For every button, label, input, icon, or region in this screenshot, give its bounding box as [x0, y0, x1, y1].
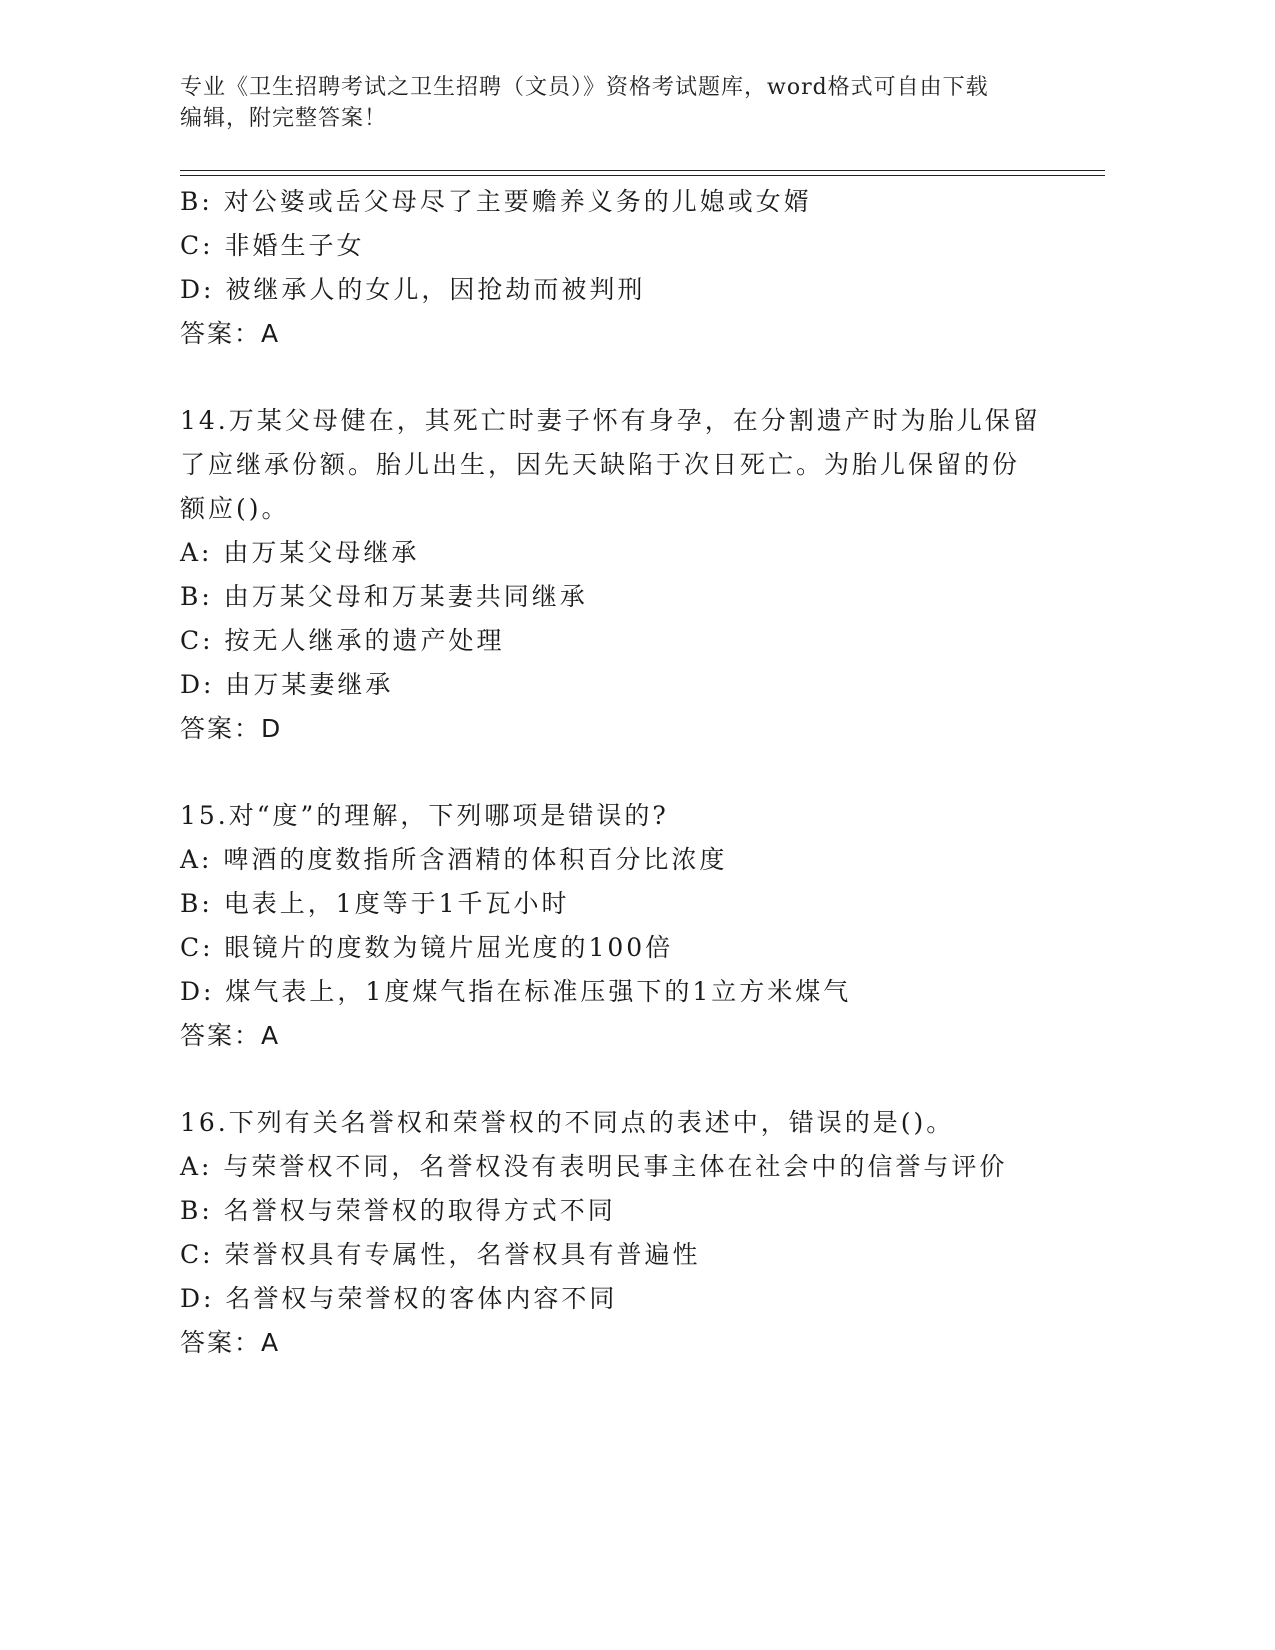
- question-13-continued: [180, 180, 1060, 356]
- question-stem: 15.对“度”的理解，下列哪项是错误的?: [180, 801, 669, 830]
- answer-line: 答案：A: [180, 319, 281, 348]
- option-a: A: 与荣誉权不同，名誉权没有表明民事主体在社会中的信誉与评价: [180, 1152, 1008, 1181]
- header-line-1: 专业《卫生招聘考试之卫生招聘（文员）》资格考试题库，word格式可自由下载: [180, 75, 989, 100]
- option-b: B: 名誉权与荣誉权的取得方式不同: [180, 1196, 616, 1225]
- option-d: D: 由万某妻继承: [180, 670, 394, 699]
- question-16: [180, 1101, 1060, 1365]
- option-d: D: 名誉权与荣誉权的客体内容不同: [180, 1284, 618, 1313]
- option-d: D: 被继承人的女儿，因抢劫而被判刑: [180, 275, 646, 304]
- option-c: C: 按无人继承的遗产处理: [180, 626, 505, 655]
- header-line-2: 编辑，附完整答案！: [180, 106, 388, 131]
- spacer: [180, 356, 1060, 399]
- question-stem: 14.万某父母健在，其死亡时妻子怀有身孕，在分割遗产时为胎儿保留: [180, 406, 1041, 435]
- answer-line: 答案：D: [180, 714, 283, 743]
- option-b: B: 电表上，1度等于1千瓦小时: [180, 889, 570, 918]
- question-15: [180, 794, 1060, 1058]
- option-a: A: 啤酒的度数指所含酒精的体积百分比浓度: [180, 845, 728, 874]
- option-d: D: 煤气表上，1度煤气指在标准压强下的1立方米煤气: [180, 977, 852, 1006]
- answer-line: 答案：A: [180, 1328, 281, 1357]
- header-divider-bottom: [180, 175, 1105, 176]
- option-b: B: 对公婆或岳父母尽了主要赡养义务的儿媳或女婿: [180, 187, 812, 216]
- question-stem: 了应继承份额。胎儿出生，因先天缺陷于次日死亡。为胎儿保留的份: [180, 450, 1021, 479]
- question-stem: 16.下列有关名誉权和荣誉权的不同点的表述中，错误的是()。: [180, 1108, 955, 1137]
- option-c: C: 非婚生子女: [180, 231, 365, 260]
- spacer: [180, 1058, 1060, 1101]
- option-b: B: 由万某父母和万某妻共同继承: [180, 582, 588, 611]
- spacer: [180, 751, 1060, 794]
- document-header: [180, 72, 1060, 134]
- option-c: C: 荣誉权具有专属性，名誉权具有普遍性: [180, 1240, 701, 1269]
- option-a: A: 由万某父母继承: [180, 538, 420, 567]
- header-divider-top: [180, 170, 1105, 171]
- answer-line: 答案：A: [180, 1021, 281, 1050]
- question-list: [180, 180, 1060, 1365]
- question-stem: 额应()。: [180, 494, 290, 523]
- option-c: C: 眼镜片的度数为镜片屈光度的100倍: [180, 933, 674, 962]
- question-14: [180, 399, 1060, 751]
